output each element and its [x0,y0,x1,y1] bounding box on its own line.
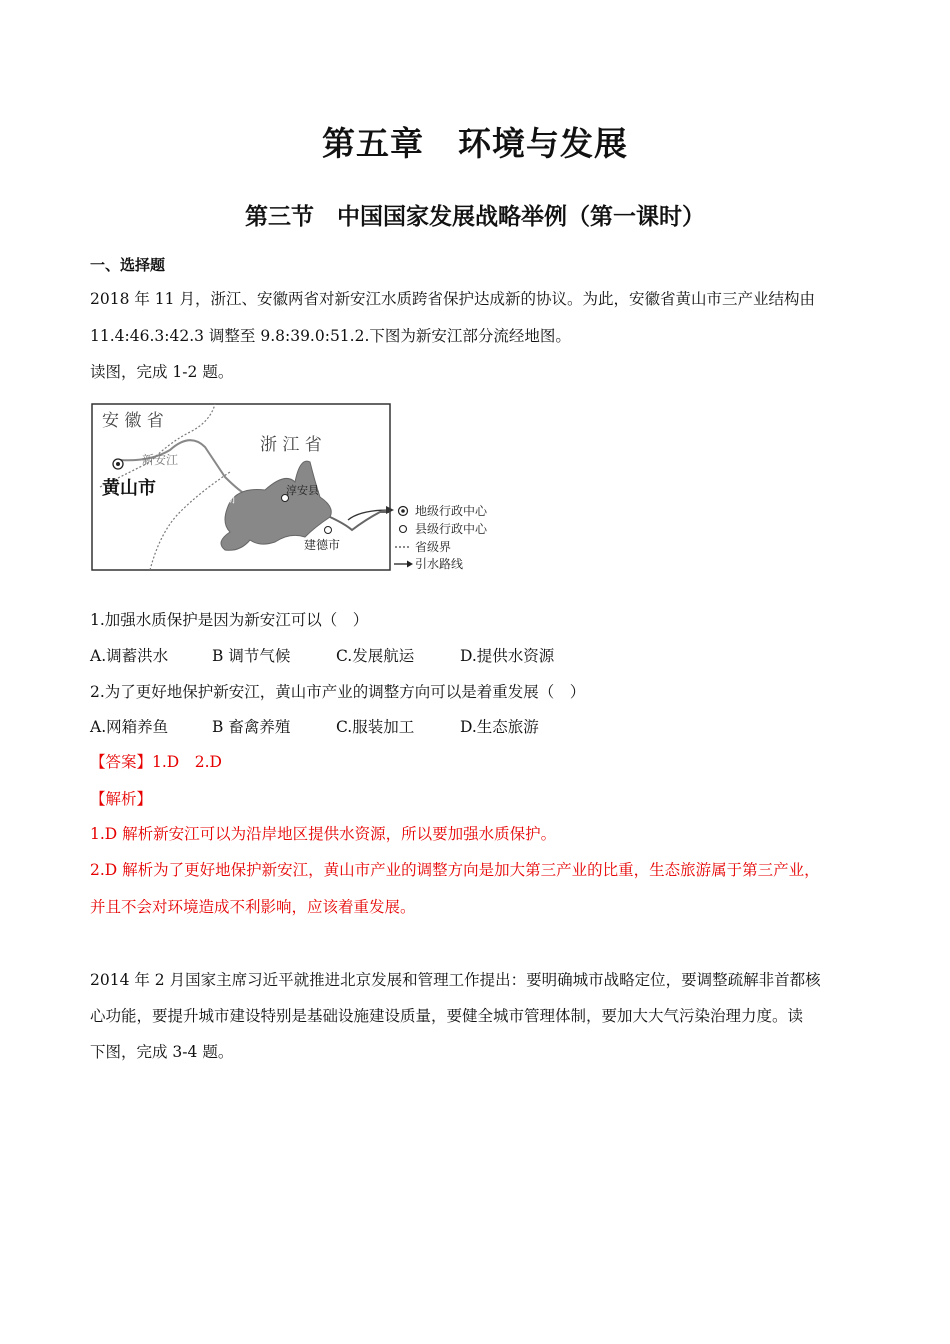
material2-line3: 下图，完成 3-4 题。 [90,1043,234,1061]
q1-option-a[interactable]: A.调蓄洪水 [90,647,169,665]
label-anhui: 安 徽 省 [102,411,164,431]
label-chunan: 淳安县 [286,484,319,497]
label-qiandaohu: 千岛湖 [202,492,235,505]
legend-county-label: 县级行政中心 [415,522,488,536]
section-title: 第三节 中国国家发展战略举例（第一课时） [245,204,705,230]
q2-options [90,717,539,737]
legend-border-label: 省级界 [415,540,452,554]
part-heading: 一、选择题 [90,256,166,274]
map-legend [394,503,488,571]
county-center-icon [400,526,407,533]
label-zhejiang: 浙 江 省 [260,435,322,455]
q1-option-b[interactable]: B 调节气候 [212,647,291,665]
xinanjiang-map [90,402,530,574]
q1-stem: 1.加强水质保护是因为新安江可以（ ） [90,611,369,629]
analysis-line3: 并且不会对环境造成不利影响，应该着重发展。 [90,898,416,916]
q2-option-d[interactable]: D.生态旅游 [460,718,539,736]
analysis-label: 【解析】 [90,790,153,808]
material2-line2: 心功能，要提升城市建设特别是基础设施建设质量，要健全城市管理体制，要加大大气污染治理力度。读 [90,1007,804,1025]
material1-line1: 2018 年 11 月，浙江、安徽两省对新安江水质跨省保护达成新的协议。为此，安徽省黄山市三产业结构由 [90,290,815,308]
q1-option-d[interactable]: D.提供水资源 [460,647,555,665]
material1-line2: 11.4:46.3:42.3 调整至 9.8:39.0:51.2.下图为新安江部分流经地图。 [90,327,571,345]
material2-line1: 2014 年 2 月国家主席习近平就推进北京发展和管理工作提出：要明确城市战略定位，要调整疏解非首都核 [90,971,821,989]
q2-option-c[interactable]: C.服装加工 [336,718,415,736]
analysis-line2: 2.D 解析为了更好地保护新安江，黄山市产业的调整方向是加大第三产业的比重，生态旅游属于第三产业， [90,861,820,879]
material1-line3: 读图，完成 1-2 题。 [90,363,234,381]
q2-option-a[interactable]: A.网箱养鱼 [90,718,169,736]
analysis-line1: 1.D 解析新安江可以为沿岸地区提供水资源，所以要加强水质保护。 [90,825,557,843]
legend-diversion-label: 引水路线 [415,557,464,571]
label-xinanjiang: 新安江 [142,453,179,467]
label-jiande: 建德市 [304,538,341,552]
label-huangshan: 黄山市 [102,478,156,499]
q2-stem: 2.为了更好地保护新安江，黄山市产业的调整方向可以是着重发展（ ） [90,683,586,701]
legend-prefecture-label: 地级行政中心 [415,504,488,518]
answer-label: 【答案】 [90,753,153,771]
chapter-title: 第五章 环境与发展 [322,124,628,163]
q1-options [90,646,554,666]
answer-text: 1.D 2.D [152,753,222,771]
jiande-marker [325,527,332,534]
answer-line [90,752,222,772]
q1-option-c[interactable]: C.发展航运 [336,647,415,665]
q2-option-b[interactable]: B 畜禽养殖 [212,718,291,736]
